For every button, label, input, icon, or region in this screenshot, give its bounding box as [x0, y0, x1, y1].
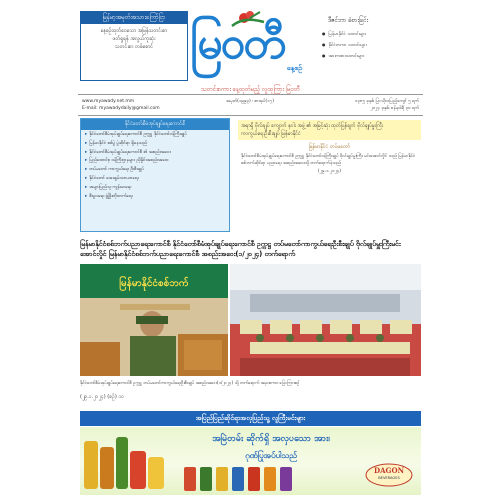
- meeting-photo-illustration: [230, 264, 421, 376]
- contents-item: ▸ စီးပွားရေး ဖွံ့ဖြိုးတိုးတက်ရေး: [85, 193, 133, 199]
- products-image: [80, 427, 170, 495]
- cans-image: [180, 463, 300, 493]
- ad-headline: အမြဲတမ်း ဆိုက်ရှိ အလှပသော အား၊: [212, 434, 330, 444]
- speaker-photo-illustration: [80, 264, 228, 376]
- logo-wordmark: မြဝတီ: [190, 18, 285, 69]
- promo-line: နေ့စဉ်ထုတ်ဝေသော အမြန်သတင်းစာ: [100, 28, 168, 34]
- brand-name: DAGON: [374, 466, 404, 475]
- contents-item: ▸ နိုင်ငံတော်စီမံအုပ်ချုပ်ရေးကောင်စီ ၏ အစည်းအဝေး: [85, 149, 171, 155]
- banner-text: မြန်မာနိုင်ငံစစ်ဘက်: [119, 278, 189, 289]
- dagon-logo: [365, 463, 413, 487]
- photo-meeting: [230, 264, 421, 376]
- statement-subheading: မြန်မာနိုင်ငံ တပ်မတော်: [308, 144, 351, 150]
- advertisement: [80, 427, 421, 495]
- bullet-icon: ▸: [85, 175, 88, 181]
- masthead-motto: သတင်းစကား နေ့ထုတ်မည့် လူထုကြား မြဝတီ: [201, 86, 300, 93]
- statement-body: နိုင်ငံတော်စီမံအုပ်ချုပ်ရေးကောင်စီ ဥက္ကဋ္ဌ နိုင်ငံတော်ဝန်ကြီးချုပ် ဗိုလ်ချုပ်မှူးကြီး မင်းအောင်လှိုင် သည် မြန်မာနိုင်ငံ စစ်ဘက်ဆိုင်ရာ ပညာရေး အစည်းအဝေးသို့ တက်ရောက်ခဲ့သည်: [241, 154, 416, 166]
- website-text: www.myawady.net.mm: [82, 99, 135, 104]
- issue-dates: [355, 98, 419, 112]
- promo-title: မြန်မာ့အမှတ်အသားကြော်ငြာ: [81, 12, 187, 24]
- ad-banner: အပြည်ပြည်ဆိုင်ရာအလှပြည်သူ့ လူကြီးမင်းများ: [80, 411, 421, 426]
- index-title: ဒီဇင်ဘာ ခံစားခြင်း: [328, 17, 369, 24]
- promo-line: သတင်းစာ တစ်စောင်: [114, 44, 154, 50]
- contents-item: ▸ အများပြည်သူ ကျန်းမာရေး: [85, 184, 132, 190]
- masthead-logo: [190, 8, 308, 86]
- brand-subtitle: BEVERAGES: [378, 476, 400, 480]
- email-text: E-mail: myawadydaily@gmail.com: [82, 106, 160, 111]
- bullet-icon: ▸: [85, 132, 88, 137]
- statement-heading: အရာရှိ ဗိုလ်ချုပ် ကျောက် နဂါး အဖွဲ့ ၏ အမြင့်ဆုံး ထုတ်ပြန်ချက် ဗိုလ်ချုပ်မှူးကြီး ကာကွယ်ရေးဦးစီးချုပ် မြန်မာနိုင်ငံ: [238, 120, 421, 140]
- bullet-icon: ▸: [85, 140, 88, 146]
- lead-headline: မြန်မာနိုင်ငံစစ်ဘက်ပညာရေးကောင်စီ နိုင်ငံတော်စီမံအုပ်ချုပ်ရေးကောင်စီ ဥက္ကဋ္ဌ တပ်မတော်ကာကွယ်ရေးဦးစီးချုပ် ဗိုလ်ချုပ်မှူးကြီးမင်းအောင်လှိုင် မြန်မာနိုင်ငံစစ်ဘက်ပညာရေးကောင်စီ အစည်းအဝေး(၁/၂၀၂၄) တက်ရောက်: [80, 240, 401, 258]
- newspaper-page: [78, 8, 423, 494]
- statement-box: [238, 120, 421, 232]
- photo-speaker: [80, 264, 228, 376]
- masthead-index: [318, 16, 422, 62]
- bullet-icon: ▸: [85, 149, 88, 155]
- page-number: (၂၉.၁.၂၀၂၄) (စဉ်) ၁၀: [80, 394, 124, 400]
- issue-info-row: [78, 94, 423, 116]
- gregorian-date: ၂၀၂၄ ခုနှစ်၊ ဇန်နဝါရီ ၃၀ ရက်: [370, 106, 419, 111]
- index-item: ● မြန်မာနိုင်ငံ သတင်းများ: [318, 29, 422, 40]
- contents-item: ▸ နိုင်ငံတော်စီမံအုပ်ချုပ်ရေးကောင်စီ ဥက္ကဋ္ဌ နိုင်ငံတော်ဝန်ကြီးချုပ်: [85, 132, 187, 137]
- contact-info: [82, 98, 160, 112]
- contents-box: [80, 118, 230, 232]
- statement-date: (၂၉.၁.၂၀၂၄): [317, 169, 342, 174]
- contents-heading: နိုင်ငံတော်စီမံအုပ်ချုပ်ရေးကောင်စီ: [81, 119, 229, 130]
- logo-subtitle: နေ့စဉ်: [286, 64, 302, 72]
- contents-item: ▸ မြန်မာနိုင်ငံ စစ်ပွဲ ပွဲဆိုင်ရာ ရှိနေသည်: [85, 140, 147, 146]
- bullet-icon: ▸: [85, 167, 88, 173]
- myanmar-date: ၁၃၈၅ ခုနှစ်၊ ပြာသိုလပြည့်ကျော် ၅ ရက်: [354, 99, 419, 104]
- promo-body: [81, 24, 187, 54]
- ad-subheadline: ဂုဏ်ပြုအပ်ပါသည်: [245, 451, 297, 460]
- issue-number: အမှတ်(၁၉၉၃) ၊ စာအုပ်(၁၇): [226, 99, 274, 104]
- contents-item: ▸ ပြည်ထောင်စု ဝန်ကြီးဌာနများ ညှိနှိုင်းအစည်းအဝေး: [85, 158, 169, 164]
- bullet-icon: ▸: [85, 193, 88, 199]
- contents-item: ▸ နိုင်ငံတော် အေးချမ်းသာယာရေး: [85, 175, 139, 181]
- photo-caption: နိုင်ငံတော်စီမံအုပ်ချုပ်ရေးကောင်စီ ဥက္ကဋ္ဌ တပ်မတော်ကာကွယ်ရေးဦးစီးချုပ် အစည်းအဝေး(၁/၂၀၂၄) သို့ တက်ရောက် အမှာစကား ပြောကြားစဉ်: [80, 381, 300, 386]
- bullet-icon: ▸: [85, 184, 88, 190]
- bullet-icon: ▸: [85, 158, 88, 164]
- promo-line: ဖတ်ရှုရန် အလွယ်ကူဆုံး: [112, 36, 156, 42]
- index-item: ● နိုင်ငံတကာ သတင်းများ: [318, 40, 422, 51]
- index-item: ● အားကစားသတင်းများ: [318, 51, 422, 62]
- masthead-promo-box: [80, 11, 188, 81]
- contents-item: ▸ တပ်မတော် ကာကွယ်ရေး ဦးစီးချုပ်: [85, 167, 144, 173]
